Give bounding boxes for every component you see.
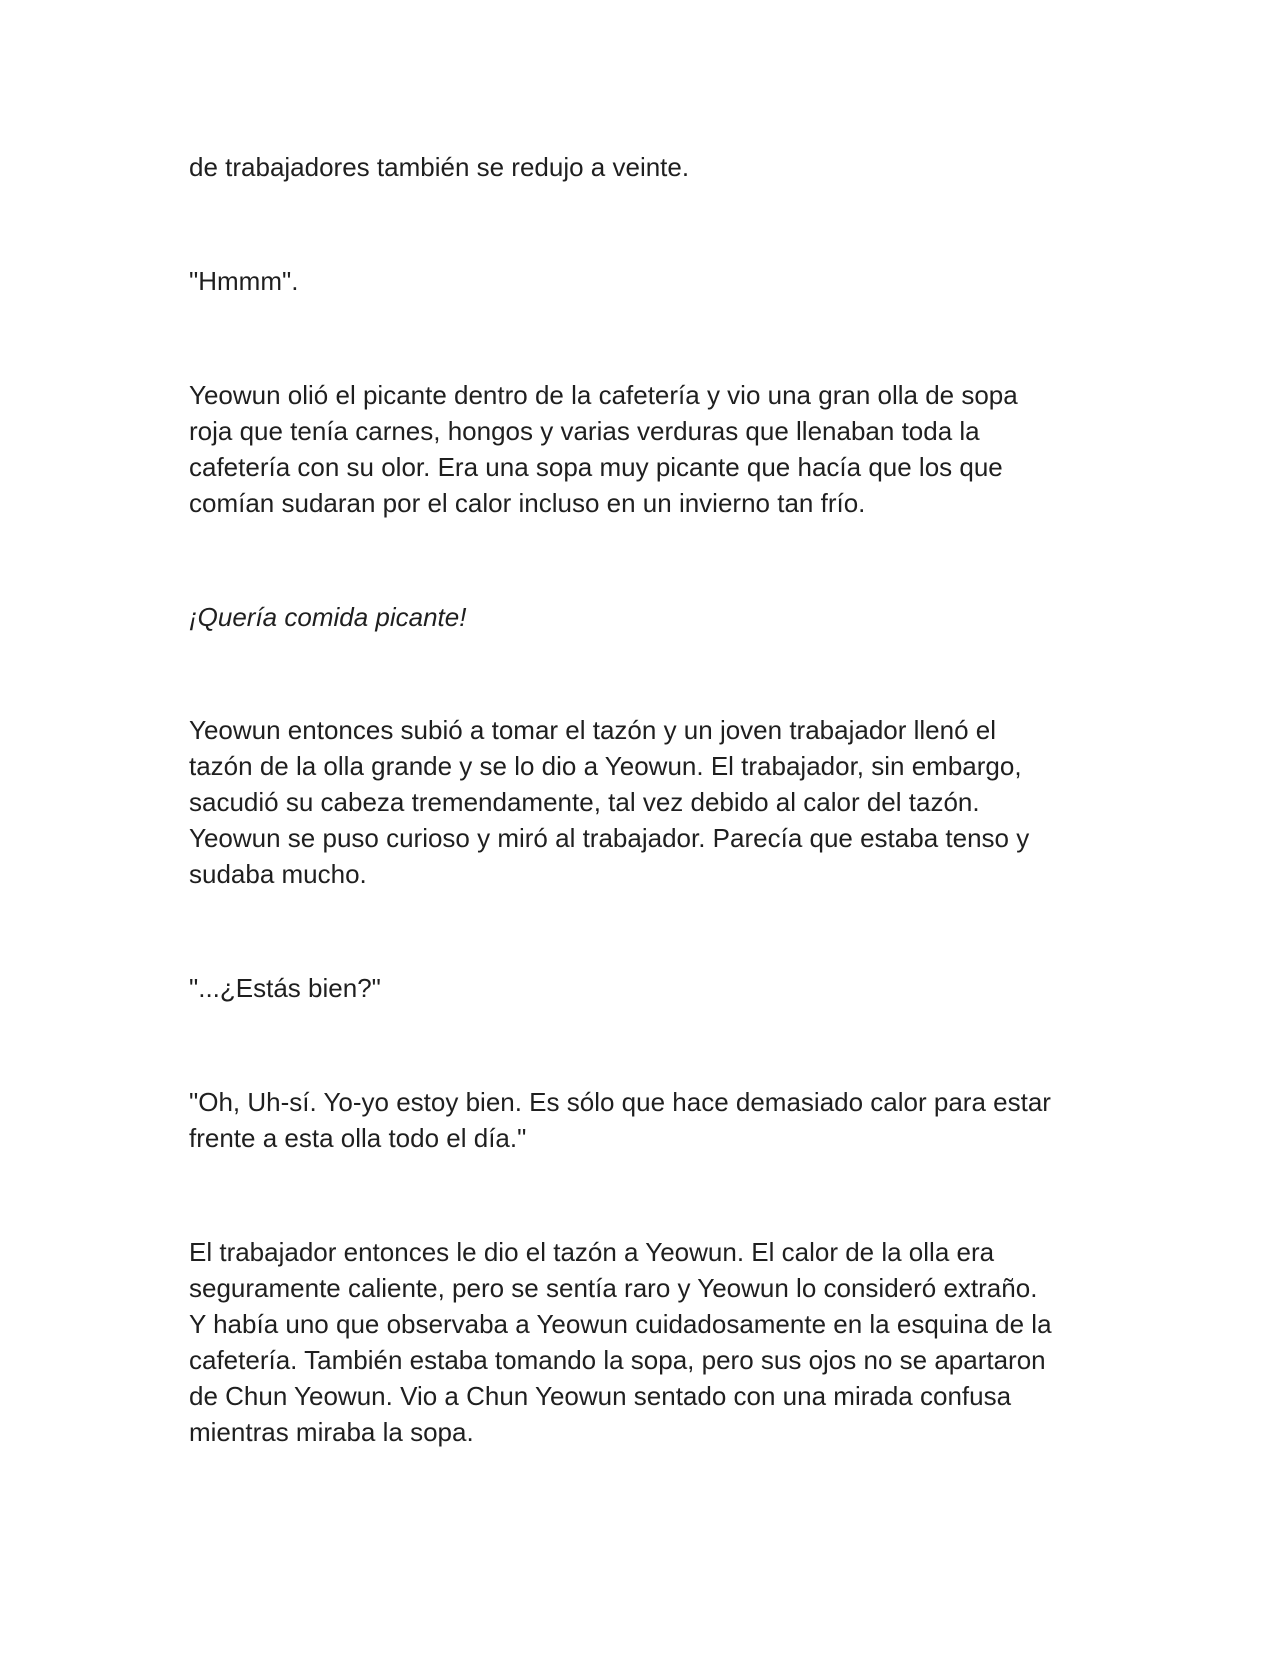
text-line: Yeowun olió el picante dentro de la cafetería y vio una gran olla de sopa [189, 380, 1018, 410]
paragraph-are-you-ok [189, 970, 1109, 1006]
text-line: cafetería con su olor. Era una sopa muy picante que hacía que los que [189, 452, 1003, 482]
text-line: comían sudaran por el calor incluso en un invierno tan frío. [189, 488, 866, 518]
paragraph-worker-bowl [189, 712, 1109, 892]
text-line: cafetería. También estaba tomando la sopa, pero sus ojos no se apartaron [189, 1345, 1046, 1375]
text-line: tazón de la olla grande y se lo dio a Yeowun. El trabajador, sin embargo, [189, 751, 1022, 781]
paragraph-hmmm [189, 263, 1109, 299]
text-line: sacudió su cabeza tremendamente, tal vez debido al calor del tazón. [189, 787, 980, 817]
text-line: "...¿Estás bien?" [189, 973, 381, 1003]
text-line: mientras miraba la sopa. [189, 1417, 474, 1447]
text-line: Yeowun se puso curioso y miró al trabajador. Parecía que estaba tenso y [189, 823, 1030, 853]
text-line: El trabajador entonces le dio el tazón a Yeowun. El calor de la olla era [189, 1237, 995, 1267]
paragraph-spicy-soup [189, 377, 1109, 521]
text-line: seguramente caliente, pero se sentía raro y Yeowun lo consideró extraño. [189, 1273, 1038, 1303]
text-line: sudaba mucho. [189, 859, 367, 889]
text-line: roja que tenía carnes, hongos y varias verduras que llenaban toda la [189, 416, 980, 446]
text-line: "Hmmm". [189, 266, 299, 296]
text-line: de trabajadores también se redujo a veinte. [189, 152, 690, 182]
text-line: frente a esta olla todo el día." [189, 1123, 527, 1153]
text-line: de Chun Yeowun. Vio a Chun Yeowun sentado con una mirada confusa [189, 1381, 1012, 1411]
paragraph-workers-reduced [189, 149, 1109, 185]
text-line: "Oh, Uh-sí. Yo-yo estoy bien. Es sólo que hace demasiado calor para estar [189, 1087, 1051, 1117]
paragraph-wanted-spicy [189, 599, 1109, 635]
text-line: Y había uno que observaba a Yeowun cuidadosamente en la esquina de la [189, 1309, 1052, 1339]
paragraph-worker-reply [189, 1084, 1109, 1156]
text-line: Yeowun entonces subió a tomar el tazón y un joven trabajador llenó el [189, 715, 997, 745]
paragraph-observer [189, 1234, 1109, 1450]
text-line: ¡Quería comida picante! [189, 602, 467, 632]
